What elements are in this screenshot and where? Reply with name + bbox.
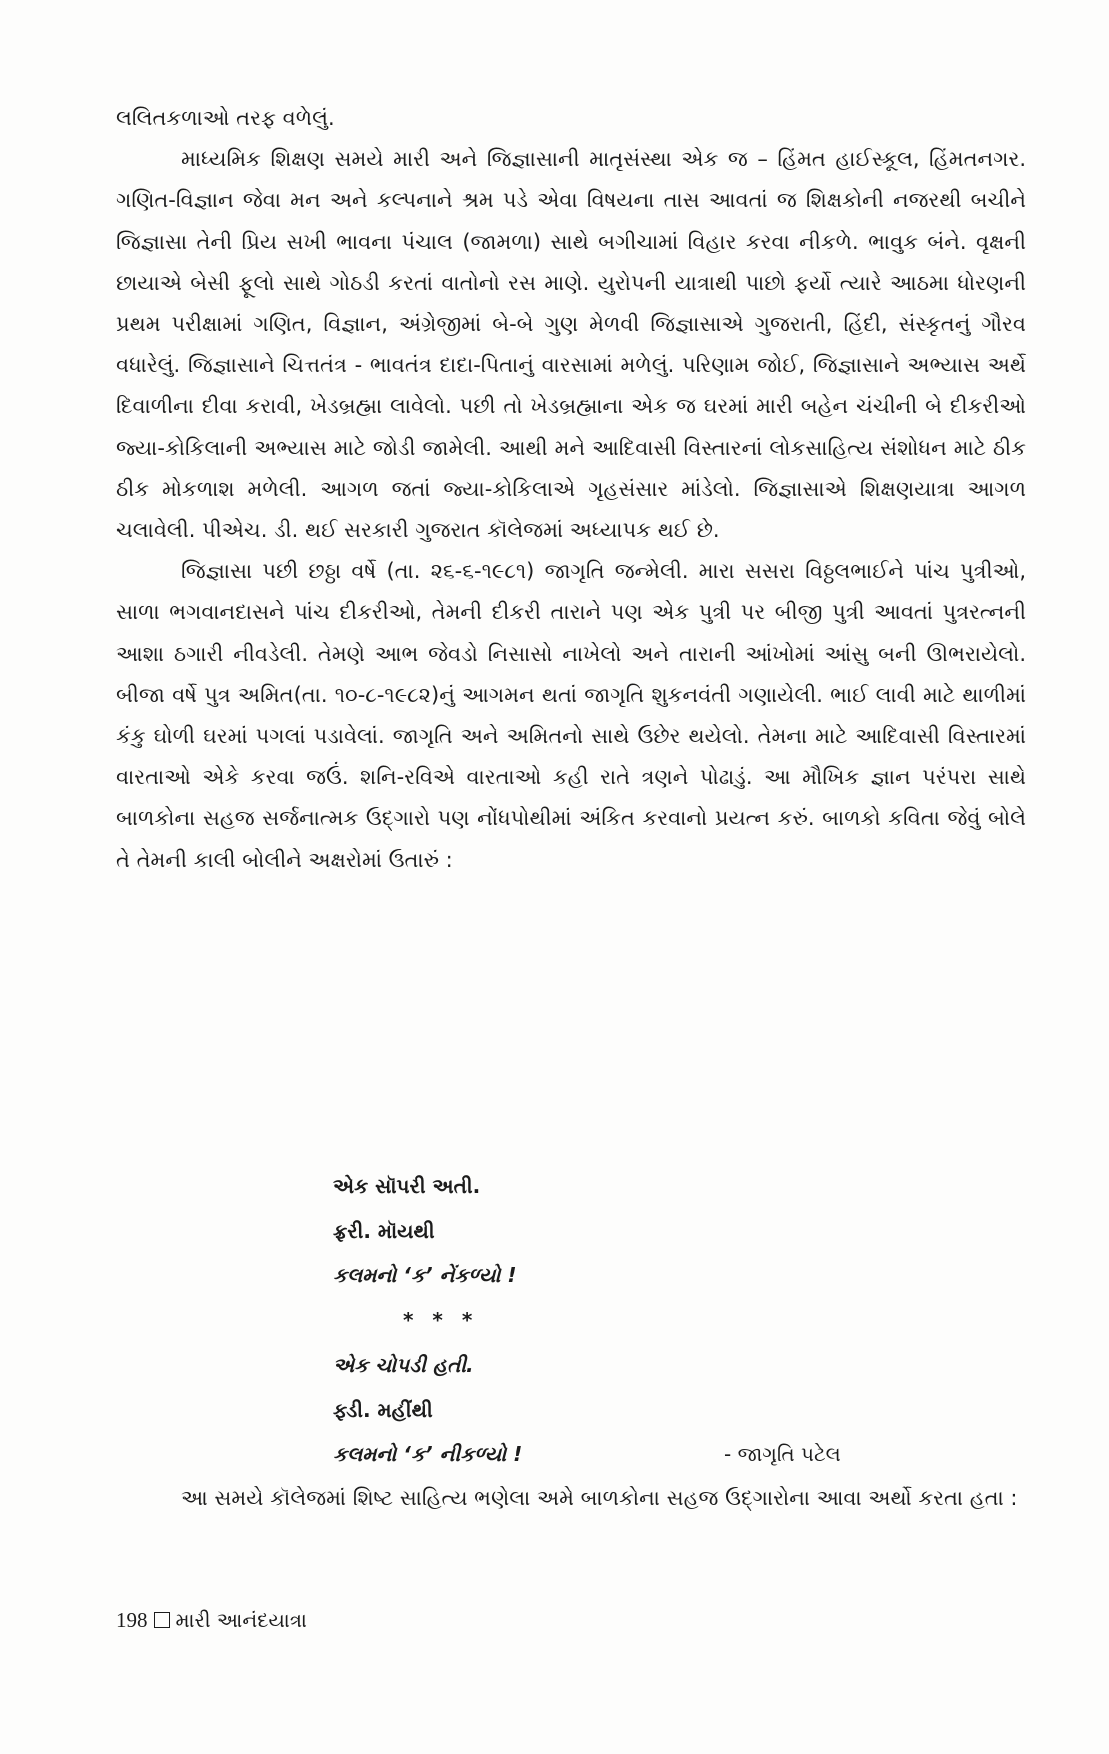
book-title: મારી આનંદયાત્રા xyxy=(175,1608,307,1632)
poem-line-1: એક સૉપરી અતી. xyxy=(333,1174,481,1198)
square-ornament-icon xyxy=(154,1612,170,1628)
poem-line-4: એક ચોપડી હતી. xyxy=(333,1352,474,1377)
poem-line-2: ફ્રરી. મૉયથી xyxy=(333,1218,435,1243)
closing-text xyxy=(116,1478,1026,1519)
poem-attribution: - જાગૃતિ પટેલ xyxy=(724,1442,841,1467)
child-poem xyxy=(116,1164,1026,1477)
poem-line-6-row xyxy=(116,1432,1026,1477)
paragraph-continued: લલિતકળાઓ તરફ વળેલું. xyxy=(116,106,335,130)
paragraph-closing: આ સમયે કૉલેજમાં શિષ્ટ સાહિત્ય ભણેલા અમે બાળકોના સહજ ઉદ્‌ગારોના આવા અર્થો કરતા હતા : xyxy=(181,1486,1018,1510)
paragraph-school: માધ્યમિક શિક્ષણ સમયે મારી અને જિજ્ઞાસાની માતૃસંસ્થા એક જ – હિંમત હાઈસ્કૂલ, હિંમતનગર. ગણિત-વિજ્ઞાન જેવા મન અને કલ્પનાને શ્રમ પડે એવા વિષયના તાસ આવતાં જ શિક્ષકોની નજરથી બચીને જિજ્ઞાસા તેની પ્રિય સખી ભાવના પંચાલ (જામળા) સાથે બગીચામાં વિહાર કરવા નીકળે. ભાવુક બંને. વૃક્ષની છાયાએ બેસી ફૂલો સાથે ગોઠડી કરતાં વાતોનો રસ માણે. યુરોપની યાત્રાથી પાછો ફર્યો ત્યારે આઠમા ધોરણની પ્રથમ પરીક્ષામાં ગણિત, વિજ્ઞાન, અંગ્રેજીમાં બે-બે ગુણ મેળવી જિજ્ઞાસાએ ગુજરાતી, હિંદી, સંસ્કૃતનું ગૌરવ વધારેલું. જિજ્ઞાસાને ચિત્તતંત્ર - ભાવતંત્ર દાદા-પિતાનું વારસામાં મળેલું. પરિણામ જોઈ, જિજ્ઞાસાને અભ્યાસ અર્થે દિવાળીના દીવા કરાવી, ખેડબ્રહ્મા લાવેલો. પછી તો ખેડબ્રહ્માના એક જ ઘરમાં મારી બહેન ચંચીની બે દીકરીઓ જ્યા-કોકિલાની અભ્યાસ માટે જોડી જામેલી. આથી મને આદિવાસી વિસ્તારનાં લોકસાહિત્ય સંશોધન માટે ઠીક ઠીક મોકળાશ મળેલી. આગળ જતાં જ્યા-કોકિલાએ ગૃહસંસાર માંડેલો. જિજ્ઞાસાએ શિક્ષણયાત્રા આગળ ચલાવેલી. પીએચ. ડી. થઈ સરકારી ગુજરાત કૉલેજમાં અધ્યાપક થઈ છે. xyxy=(116,147,1026,543)
poem-line-3: કલમનો ‘ક’ નેંકળ્યો ! xyxy=(333,1263,517,1288)
page-number: 198 xyxy=(116,1608,148,1632)
body-text xyxy=(116,98,1026,881)
paragraph-jagruti: જિજ્ઞાસા પછી છઠ્ઠા વર્ષે (તા. ૨૬-૬-૧૯૮૧) જાગૃતિ જન્મેલી. મારા સસરા વિઠ્ઠલભાઈને પાંચ પુત્રીઓ, સાળા ભગવાનદાસને પાંચ દીકરીઓ, તેમની દીકરી તારાને પણ એક પુત્રી પર બીજી પુત્રી આવતાં પુત્રરત્નની આશા ઠગારી નીવડેલી. તેમણે આભ જેવડો નિસાસો નાખેલો અને તારાની આંખોમાં આંસુ બની ઊભરાયેલો. બીજા વર્ષે પુત્ર અમિત(તા. ૧૦-૮-૧૯૮૨)નું આગમન થતાં જાગૃતિ શુકનવંતી ગણાયેલી. ભાઈ લાવી માટે થાળીમાં કંકુ ઘોળી ઘરમાં પગલાં પડાવેલાં. જાગૃતિ અને અમિતનો સાથે ઉછેર થયેલો. તેમના માટે આદિવાસી વિસ્તારમાં વારતાઓ એકે કરવા જઉં. શનિ-રવિએ વારતાઓ કહી રાતે ત્રણને પોઢાડું. આ મૌખિક જ્ઞાન પરંપરા સાથે બાળકોના સહજ સર્જનાત્મક ઉદ્‌ગારો પણ નોંધપોથીમાં અંકિત કરવાનો પ્રયત્ન કરું. બાળકો કવિતા જેવું બોલે તે તેમની કાલી બોલીને અક્ષરોમાં ઉતારું : xyxy=(116,559,1026,872)
poem-separator: * * * xyxy=(403,1308,479,1333)
poem-line-6: કલમનો ‘ક’ નીકળ્યો ! xyxy=(333,1442,523,1467)
poem-line-5: ફ્ડી. મહીંથી xyxy=(333,1397,433,1422)
page-footer xyxy=(116,1606,307,1634)
